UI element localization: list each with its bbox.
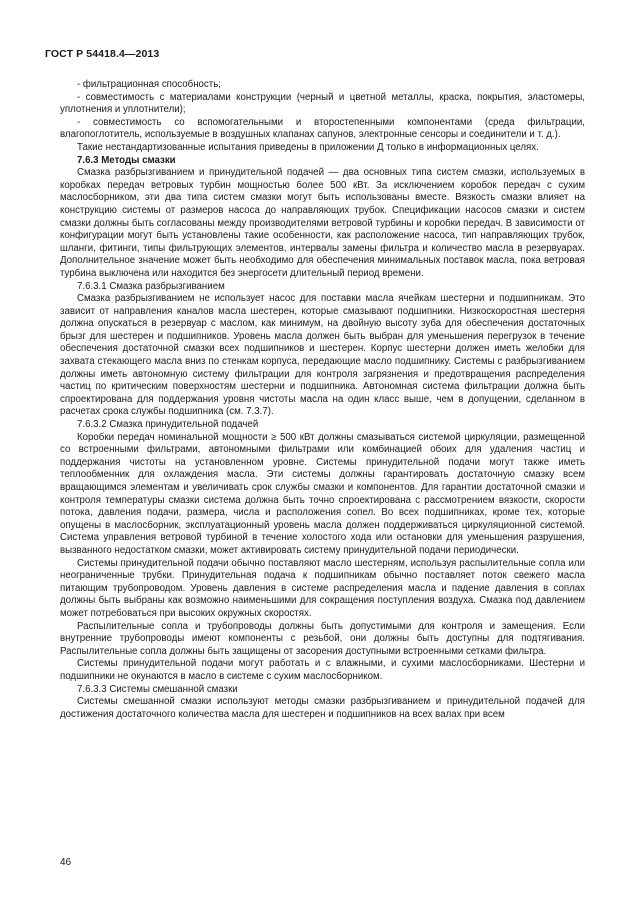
section-heading: 7.6.3 Методы смазки: [77, 154, 176, 166]
body-paragraph: Смазка разбрызгиванием не использует насос для поставки масла ячейкам шестерни и подшипникам. Это зависит от направления каналов масла шестерен, которые смазывают подшипники. Низкоскоростная шестерня должна опускаться в резервуар с маслом, как минимум, на двойную высоту зуба для обеспечения достаточных брызг для шестерен и подшипников. Уровень масла должен быть выбран для уменьшения перегрузок в течение обеспечения достаточной смазки всех подшипников и шестерен. Корпус шестерни должен иметь желобки для захвата стекающего масла вниз по стенкам корпуса, передающие масло подшипнику. Системы с разбрызгиванием должны иметь автономную систему фильтрации для контроля загрязнения и предотвращения распределения частиц по критическим поверхностям шестерни и подшипника. Автономная система фильтрации должна быть спроектирована для поддержания уровня чистоты масла на один класс выше, чем в допущении, сделанном в расчетах срока службы подшипника (см. 7.3.7).: [60, 293, 585, 418]
document-body: [60, 79, 585, 721]
body-paragraph: Системы смешанной смазки используют методы смазки разбрызгиванием и принудительной подачей для достижения достаточного количества масла для шестерен и подшипников на всех валах при всем: [60, 696, 585, 720]
body-paragraph: Распылительные сопла и трубопроводы должны быть допустимыми для контроля и замещения. Если внутренние трубопроводы имеют компоненты с резьбой, они должны быть доступны для подтягивания. Распылительные сопла должны быть защищены от засорения доступными встроенными сетками фильтра.: [60, 620, 585, 657]
subsection-heading: 7.6.3.2 Смазка принудительной подачей: [77, 419, 259, 431]
body-paragraph: Системы принудительной подачи могут работать и с влажными, и сухими маслосборниками. Шестерни и подшипники не окунаются в масло в системе с сухим маслосборником.: [60, 658, 585, 682]
body-paragraph: Коробки передач номинальной мощности ≥ 500 кВт должны смазываться системой циркуляции, размещенной со встроенными фильтрами, автономными фильтрами или комбинацией обоих для удаления частиц и поддержания чистоты на установленном уровне. Системы принудительной подачи могут также иметь теплообменник для охлаждения масла. Эти системы должны гарантировать достаточную смазку всем вращающимся элементам и увеличивать срок службы смазки и компонентов. Для гарантии достаточной смазки и контроля температуры смазки система должна быть точно спроектирована с рассмотрением вязкости, скорости потока, давления подачи, размера, числа и расположения сопел. Во всех подшипниках, кроме тех, которые опущены в маслосборник, эксплуатационный уровень масла должен поддерживаться циркуляционной системой. Система управления ветровой турбиной в течение холостого хода или остановки для уменьшения разрушения, вызванного недостатком смазки, может активировать систему принудительной подачи периодически.: [60, 431, 585, 556]
list-item: - совместимость с материалами конструкции (черный и цветной металлы, краска, покрытия, эластомеры, уплотнения и уплотнители);: [60, 91, 585, 116]
document-header: ГОСТ Р 54418.4—2013: [45, 48, 160, 60]
body-paragraph: Смазка разбрызгиванием и принудительной подачей — два основных типа систем смазки, используемых в коробках передач ветровых турбин мощностью более 500 кВт. За исключением коробок передач с сухим маслосборником, эти два типа систем смазки могут быть использованы вместе. Вязкость смазки влияет на конструкцию системы от размеров насоса до направляющих трубок. Спецификации насосов смазки и систем смазки должны быть согласованы между производителями ветровой турбины и коробки передач. В зависимости от конфигурации могут быть установлены такие особенности, как расположение насоса, тип направляющих трубок, шланги, фитинги, типы фильтрующих элементов, интервалы замены фильтра и количество масла в резервуарах. Дополнительное значение может быть необходимо для обеспечения минимальных поставок масла, пока ветровая турбина выключена или находится без энергосети длительный период времени.: [60, 167, 585, 279]
subsection-heading: 7.6.3.3 Системы смешанной смазки: [77, 683, 238, 695]
page-number: 46: [60, 857, 72, 868]
body-paragraph: Системы принудительной подачи обычно поставляют масло шестерням, используя распылительные сопла или неограниченные трубки. Принудительная подача к подшипникам обычно поставляет поток свежего масла питающим трубопроводом. Уровень давления в системе распределения масла и падение давления в соплах должны быть выбраны как возможно наименьшими для сокращения поступления воздуха. Смазка под давлением может потребоваться при высоких окружных скоростях.: [60, 557, 585, 619]
subsection-heading: 7.6.3.1 Смазка разбрызгиванием: [77, 280, 225, 292]
list-item: - совместимость со вспомогательными и второстепенными компонентами (среда фильтрации, влагопоглотитель, используемые в воздушных клапанах сапунов, электронные сенсоры и соединители и т. д.).: [60, 116, 585, 141]
list-item: - фильтрационная способность;: [77, 79, 221, 90]
body-paragraph: Такие нестандартизованные испытания приведены в приложении Д только в информационных целях.: [77, 141, 539, 153]
